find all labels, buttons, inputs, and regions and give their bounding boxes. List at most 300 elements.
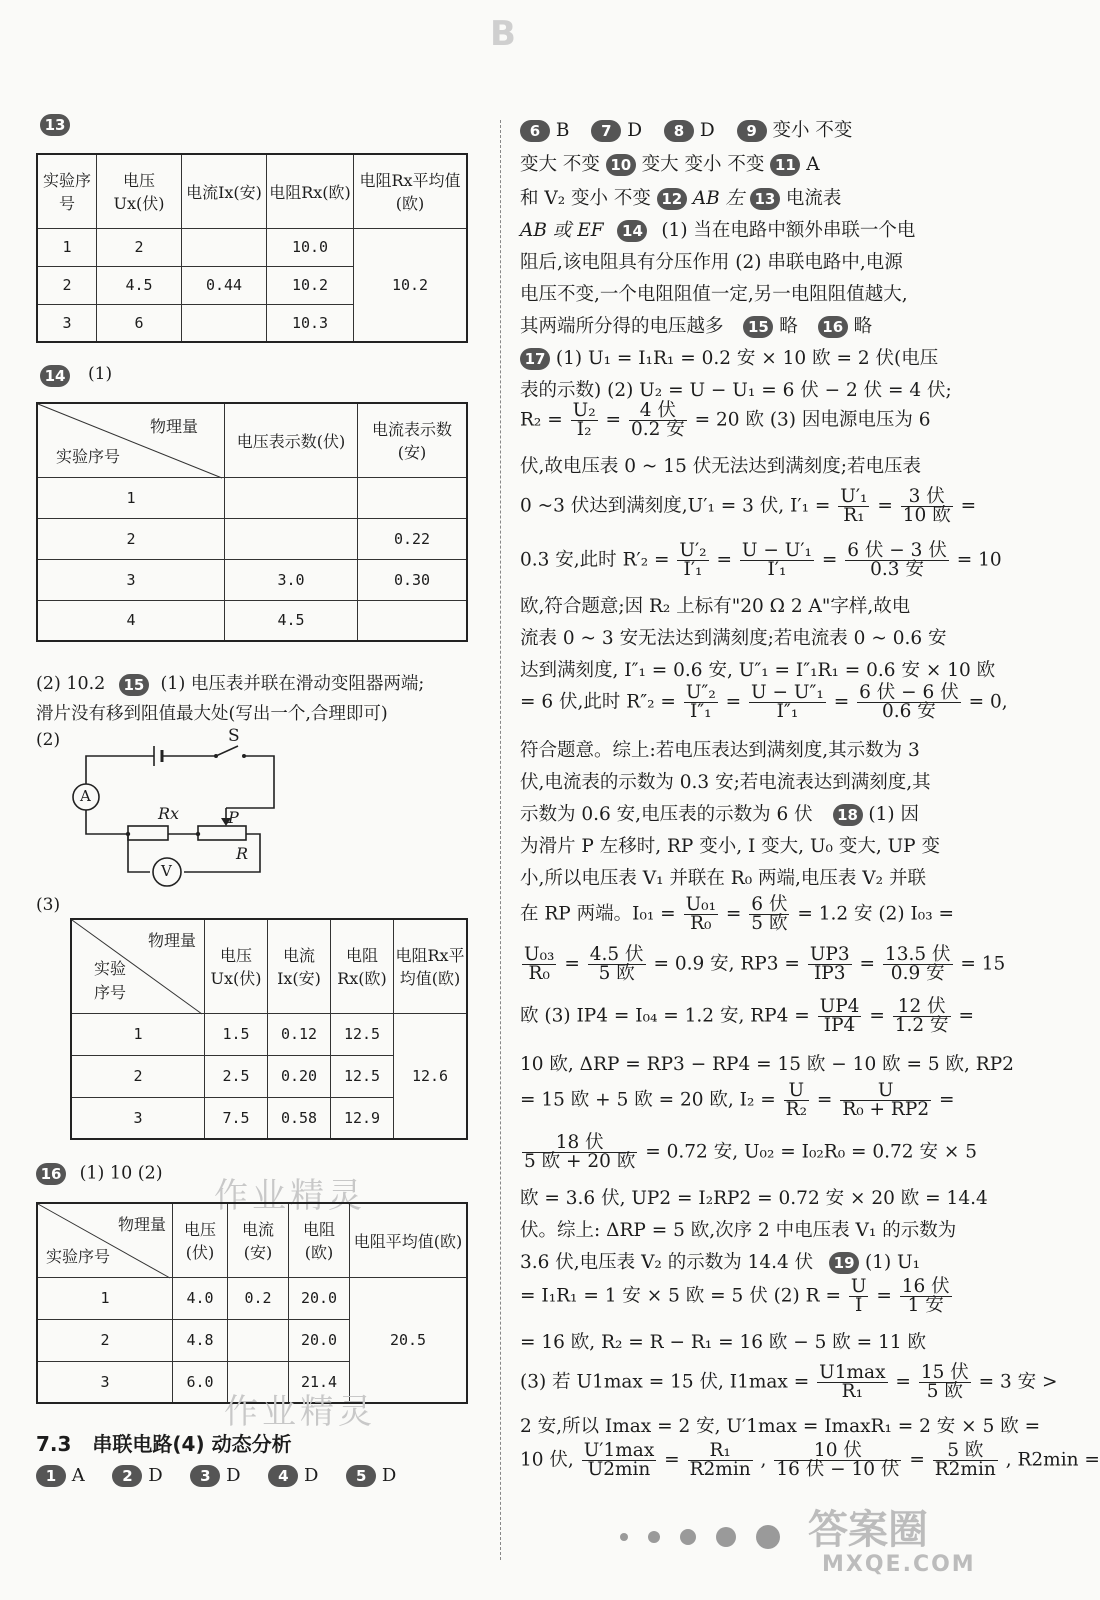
text: = — [605, 409, 622, 431]
cell: 20.0 — [289, 1319, 350, 1361]
denominator: 16 伏 − 10 伏 — [776, 1459, 900, 1480]
circuit-diagram — [66, 726, 296, 890]
right-column — [520, 112, 1100, 1482]
right-line-30: 伏。综上: ΔRP = 5 欧,次序 2 中电压表 V₁ 的示数为 — [520, 1220, 957, 1241]
text: = — [564, 953, 580, 975]
q13-avg-cell: 10.2 — [354, 228, 468, 342]
q14-table — [36, 402, 468, 642]
answer-number: 5 — [346, 1465, 376, 1487]
q13-header-avg: 电阻Rx平均值(欧) — [354, 154, 468, 228]
cell: 0.20 — [268, 1055, 331, 1097]
numerator: 6 伏 − 6 伏 — [859, 682, 959, 703]
cell: 0.22 — [358, 518, 468, 559]
answer-number: 18 — [833, 804, 863, 826]
text: 3.6 伏,电压表 V₂ 的示数为 14.4 伏 — [520, 1252, 814, 1273]
answer-number: 1 — [36, 1465, 66, 1487]
answer-number: 11 — [770, 154, 800, 176]
right-line-5: 阻后,该电阻具有分压作用 (2) 串联电路中,电源 — [520, 252, 903, 273]
cell: 0.12 — [268, 1013, 331, 1055]
right-line-8 — [520, 344, 938, 370]
denominator: 1 安 — [907, 1295, 944, 1316]
answer-number: 6 — [520, 120, 550, 142]
q16-diag-header — [37, 1203, 173, 1277]
denominator: 5 欧 — [751, 913, 788, 934]
text: , — [760, 1449, 767, 1471]
right-line-13 — [520, 542, 1002, 579]
answer-value: D — [381, 1465, 397, 1486]
answer-number: 9 — [737, 120, 767, 142]
answers-1-5 — [36, 1465, 396, 1487]
text: = — [664, 1449, 680, 1471]
slider-p-label: P — [228, 808, 239, 827]
question-number-16: 16 — [36, 1163, 66, 1185]
denominator: 10 欧 — [902, 505, 951, 526]
cell: 2 — [97, 228, 182, 266]
text: = 6 伏,此时 R″₂ = — [520, 691, 676, 713]
q16-line — [36, 1163, 163, 1185]
table-row — [71, 1013, 467, 1055]
text: AB 左 — [692, 188, 745, 209]
denominator: R2min — [689, 1459, 751, 1480]
cell: 12.9 — [331, 1097, 394, 1139]
q15-header-voltage: 电压Ux(伏) — [205, 919, 268, 1013]
q15-header-avg: 电阻Rx平均值(欧) — [394, 919, 468, 1013]
fraction — [740, 542, 814, 579]
fraction — [808, 946, 852, 983]
fraction — [784, 1082, 809, 1119]
cell: 20.0 — [289, 1277, 350, 1319]
right-line-17 — [520, 684, 1008, 721]
text: = — [869, 1005, 885, 1027]
right-line-20 — [520, 800, 919, 826]
fraction — [849, 1278, 869, 1315]
fraction — [774, 1442, 901, 1479]
q15-line2: 滑片没有移到阻值最大处(写出一个,合理即可) — [36, 704, 388, 724]
cell: 3 — [37, 559, 225, 600]
circuit-wires — [66, 726, 296, 890]
section-code: 7.3 — [36, 1432, 72, 1456]
text: R₂ = — [520, 409, 563, 431]
diag-top-label: 物理量 — [149, 417, 198, 436]
text: = — [958, 1005, 974, 1027]
q16-header-avg: 电阻平均值(欧) — [350, 1203, 468, 1277]
numerator: 6 伏 — [751, 894, 788, 915]
numerator: UP4 — [819, 996, 860, 1017]
text: AB 或 EF — [520, 220, 604, 241]
text: = 10 — [956, 549, 1002, 571]
watermark-1: 作业精灵 — [214, 1176, 366, 1216]
q16-avg-cell: 20.5 — [350, 1277, 468, 1403]
numerator: U₂ — [572, 400, 596, 421]
ammeter-label: A — [80, 787, 91, 805]
text: 在 RP 两端。I₀₁ = — [520, 903, 676, 925]
text: = — [821, 549, 838, 571]
q15-avg-cell: 12.6 — [394, 1013, 468, 1139]
right-line-19: 伏,电流表的示数为 0.3 安;若电流表达到满刻度,其 — [520, 772, 931, 793]
question-number-15: 15 — [119, 674, 149, 696]
cell: 0.58 — [268, 1097, 331, 1139]
table-row — [37, 559, 467, 600]
numerator: U₀₁ — [685, 894, 716, 915]
answer-number: 16 — [818, 316, 848, 338]
text: , R2min = — [1005, 1449, 1100, 1471]
q15-diag-header — [71, 919, 205, 1013]
text: = 3 安 > — [978, 1371, 1058, 1393]
right-line-15: 流表 0 ~ 3 安无法达到满刻度;若电流表 0 ~ 0.6 安 — [520, 628, 947, 649]
q14-header-current: 电流表示数(安) — [358, 403, 468, 477]
text: = — [833, 691, 850, 713]
cell: 2 — [37, 1319, 173, 1361]
header-mark: B — [490, 14, 516, 54]
denominator: I′₁ — [767, 559, 787, 580]
footer-logo: 答案圈 — [808, 1507, 928, 1553]
cell: 4.5 — [225, 600, 358, 641]
text: A — [806, 154, 820, 175]
fraction — [588, 946, 646, 983]
fraction — [571, 402, 598, 439]
right-line-27 — [520, 1082, 955, 1119]
table-row — [37, 228, 467, 266]
right-line-7 — [520, 312, 872, 338]
numerator: U″₂ — [685, 682, 716, 703]
fraction — [901, 488, 953, 525]
watermark-2: 作业精灵 — [224, 1392, 376, 1432]
q13-header-current: 电流Ix(安) — [182, 154, 267, 228]
cell — [182, 228, 267, 266]
text: = — [877, 495, 893, 517]
text: 欧 (3) IP4 = I₀₄ = 1.2 安, RP4 = — [520, 1005, 810, 1027]
numerator: U1max — [819, 1362, 886, 1383]
right-line-32 — [520, 1278, 954, 1315]
numerator: 5 欧 — [933, 1442, 998, 1461]
q14-header-voltage: 电压表示数(伏) — [225, 403, 358, 477]
fraction — [817, 1364, 887, 1401]
q13-table — [36, 153, 468, 343]
fraction — [749, 896, 789, 933]
denominator: 5 欧 + 20 欧 — [524, 1151, 636, 1172]
cell: 1.5 — [205, 1013, 268, 1055]
diag-top-label: 物理量 — [117, 1215, 166, 1234]
q16-text: (1) 10 (2) — [79, 1163, 163, 1184]
text: 示数为 0.6 安,电压表的示数为 6 伏 — [520, 804, 813, 825]
numerator: 15 伏 — [920, 1362, 969, 1383]
text: 和 V₂ 变小 不变 — [520, 188, 651, 209]
denominator: R2min — [934, 1459, 996, 1480]
numerator: U₀₃ — [524, 944, 555, 965]
denominator: R₀ — [528, 963, 550, 984]
text: 其两端所分得的电压越多 — [520, 316, 724, 337]
text: = 20 欧 (3) 因电源电压为 6 — [694, 409, 931, 431]
numerator: U′1max — [583, 1440, 655, 1461]
numerator: U − U′₁ — [741, 540, 812, 561]
answer-value: D — [627, 120, 643, 141]
q15-part2: (2) — [36, 730, 61, 750]
text: (1) 因 — [868, 804, 919, 825]
q15-part3: (3) — [36, 895, 61, 915]
numerator: UP3 — [809, 944, 850, 965]
fraction — [684, 684, 718, 721]
numerator: 10 伏 — [774, 1442, 901, 1461]
right-line-9: 表的示数) (2) U₂ = U − U₁ = 6 伏 − 2 伏 = 4 伏; — [520, 380, 952, 401]
text: 10 伏, — [520, 1449, 574, 1471]
diag-top-label: 物理量 — [147, 931, 196, 950]
cell: 6.0 — [173, 1361, 228, 1403]
cell — [358, 600, 468, 641]
cell: 10.2 — [267, 266, 354, 304]
text: 略 — [853, 316, 873, 337]
dot — [716, 1527, 736, 1547]
cell: 0.2 — [228, 1277, 289, 1319]
answer-number: 7 — [591, 120, 621, 142]
text: = 15 欧 + 5 欧 = 20 欧, I₂ = — [520, 1089, 776, 1111]
cell: 7.5 — [205, 1097, 268, 1139]
denominator: I₂ — [576, 419, 592, 440]
q13-header-idx: 实验序号 — [37, 154, 97, 228]
denominator: 1.2 安 — [894, 1015, 949, 1036]
footer-site: MXQE.COM — [822, 1552, 976, 1577]
fraction — [688, 1442, 753, 1479]
text: = — [895, 1371, 911, 1393]
fraction — [677, 542, 708, 579]
right-line-35: 2 安,所以 Imax = 2 安, U′1max = ImaxR₁ = 2 安 × 5 欧 = — [520, 1416, 1041, 1437]
right-line-28 — [520, 1134, 977, 1171]
cell: 1 — [37, 228, 97, 266]
answer-value: B — [555, 120, 570, 141]
q13-header-voltage: 电压Ux(伏) — [97, 154, 182, 228]
cell: 2 — [37, 266, 97, 304]
cell: 1 — [37, 1277, 173, 1319]
right-line-24 — [520, 946, 1005, 983]
text: = 0.9 安, RP3 = — [653, 953, 800, 975]
cell: 4 — [37, 600, 225, 641]
right-line-3 — [520, 184, 841, 210]
text: = — [725, 691, 742, 713]
numerator: 6 伏 − 3 伏 — [847, 540, 947, 561]
text: (1) U₁ = I₁R₁ = 0.2 安 × 10 欧 = 2 伏(电压 — [555, 348, 939, 369]
cell: 6 — [97, 304, 182, 342]
right-line-36 — [520, 1442, 1100, 1479]
text: = 1.2 安 (2) I₀₃ = — [797, 903, 955, 925]
numerator: U − U″₁ — [751, 682, 824, 703]
cell — [358, 477, 468, 518]
q15-line1: (1) 电压表并联在滑动变阻器两端; — [160, 674, 425, 694]
denominator: 0.3 安 — [870, 559, 924, 580]
fraction — [900, 1278, 952, 1315]
footer-dots — [620, 1525, 800, 1549]
diag-bottom-label: 实验序号 — [93, 958, 126, 1002]
numerator: U′₂ — [679, 540, 707, 561]
cell — [225, 477, 358, 518]
right-line-21: 为滑片 P 左移时, RP 变小, I 变大, U₀ 变大, UP 变 — [520, 836, 941, 857]
numerator: 3 伏 — [901, 488, 953, 507]
right-line-23 — [520, 896, 954, 933]
answer-number: 13 — [750, 188, 780, 210]
text: = — [938, 1089, 955, 1111]
question-number-14: 14 — [40, 365, 70, 387]
cell: 1 — [71, 1013, 205, 1055]
text: 电流表 — [785, 188, 842, 209]
numerator: U — [850, 1276, 867, 1297]
fraction — [684, 896, 718, 933]
right-line-22: 小,所以电压表 V₁ 并联在 R₀ 两端,电压表 V₂ 并联 — [520, 868, 926, 889]
q13-header-resistance: 电阻Rx(欧) — [267, 154, 354, 228]
numerator: R₁ — [688, 1442, 753, 1461]
text: = — [876, 1285, 892, 1307]
right-line-11: 伏,故电压表 0 ~ 15 伏无法达到满刻度;若电压表 — [520, 456, 921, 477]
q15-header-current: 电流Ix(安) — [268, 919, 331, 1013]
right-line-6: 电压不变,一个电阻阻值一定,另一电阻阻值越大, — [520, 284, 908, 305]
cell — [228, 1319, 289, 1361]
dot — [648, 1531, 660, 1543]
text: = 0, — [968, 691, 1008, 713]
fraction — [629, 402, 687, 439]
right-line-16: 达到满刻度, I″₁ = 0.6 安, U″₁ = I″₁R₁ = 0.6 安 × 10 欧 — [520, 660, 996, 681]
switch-label: S — [228, 726, 240, 746]
text: = — [725, 903, 742, 925]
fraction — [838, 488, 869, 525]
text: = 15 — [960, 953, 1006, 975]
fraction — [919, 1364, 971, 1401]
numerator: 12 伏 — [893, 998, 951, 1017]
text: = — [816, 1089, 833, 1111]
answer-number: 2 — [112, 1465, 142, 1487]
fraction — [893, 998, 951, 1035]
right-line-18: 符合题意。综上:若电压表达到满刻度,其示数为 3 — [520, 740, 920, 761]
table-row — [37, 600, 467, 641]
answer-number: 3 — [190, 1465, 220, 1487]
cell: 2 — [37, 518, 225, 559]
cell: 2 — [71, 1055, 205, 1097]
cell: 0.30 — [358, 559, 468, 600]
q14-part1: (1) — [88, 364, 113, 384]
numerator: 16 伏 — [901, 1276, 950, 1297]
denominator: I″₁ — [689, 701, 712, 722]
text: (1) 当在电路中额外串联一个电 — [661, 220, 916, 241]
cell: 3 — [37, 304, 97, 342]
text: = 0.72 安, U₀₂ = I₀₂R₀ = 0.72 安 × 5 — [645, 1141, 977, 1163]
fraction — [933, 1442, 998, 1479]
cell: 10.0 — [267, 228, 354, 266]
denominator: 0.6 安 — [882, 701, 936, 722]
right-line-26: 10 欧, ΔRP = RP3 − RP4 = 15 欧 − 10 欧 = 5 欧, RP2 — [520, 1054, 1014, 1075]
numerator: U′₁ — [840, 486, 868, 507]
table-row — [37, 518, 467, 559]
q15-header-resistance: 电阻Rx(欧) — [331, 919, 394, 1013]
text: 变大 不变 — [520, 154, 600, 175]
q15-table — [70, 918, 468, 1140]
right-line-29: 欧 = 3.6 伏, UP2 = I₂RP2 = 0.72 安 × 20 欧 = 14.4 — [520, 1188, 988, 1209]
text: = — [859, 953, 876, 975]
fraction — [883, 946, 953, 983]
text: = I₁R₁ = 1 安 × 5 欧 = 5 伏 (2) R = — [520, 1285, 841, 1307]
right-line-10 — [520, 402, 931, 439]
q16-header-voltage: 电压(伏) — [173, 1203, 228, 1277]
answer-number: 10 — [606, 154, 636, 176]
text: 0.3 安,此时 R′₂ = — [520, 549, 670, 571]
text: 略 — [779, 316, 798, 337]
numerator: 13.5 伏 — [884, 944, 951, 965]
diag-bottom-label: 实验序号 — [56, 446, 121, 466]
answer-number: 4 — [268, 1465, 298, 1487]
text: (3) 若 U1max = 15 伏, I1max = — [520, 1371, 810, 1393]
answer-value: D — [148, 1465, 163, 1486]
denominator: 0.2 安 — [630, 419, 685, 440]
denominator: R₀ — [690, 913, 712, 934]
question-number-13: 13 — [40, 114, 70, 136]
denominator: U2min — [587, 1459, 651, 1480]
table-row — [37, 477, 467, 518]
cell: 4.5 — [97, 266, 182, 304]
denominator: IP4 — [823, 1015, 856, 1036]
table-row — [37, 1277, 467, 1319]
cell — [225, 518, 358, 559]
denominator: R₁ — [843, 505, 865, 526]
cell: 10.3 — [267, 304, 354, 342]
right-line-34 — [520, 1364, 1058, 1401]
dot — [756, 1525, 780, 1549]
denominator: I — [855, 1295, 863, 1316]
fraction — [522, 1134, 637, 1171]
cell: 12.5 — [331, 1055, 394, 1097]
denominator: I′₁ — [683, 559, 703, 580]
numerator: U — [784, 1082, 809, 1101]
q14-q15-line — [36, 670, 424, 696]
denominator: 5 欧 — [926, 1381, 963, 1402]
q14-diag-header — [37, 403, 225, 477]
denominator: 0.9 安 — [890, 963, 945, 984]
answer-number: 12 — [657, 188, 687, 210]
diag-bottom-label: 实验序号 — [46, 1246, 111, 1266]
text: (1) U₁ — [864, 1252, 921, 1273]
denominator: R₀ + RP2 — [842, 1099, 930, 1120]
right-line-33: = 16 欧, R₂ = R − R₁ = 16 欧 − 5 欧 = 11 欧 — [520, 1332, 926, 1353]
q16-table — [36, 1202, 468, 1404]
right-line-1 — [520, 116, 852, 142]
right-line-31 — [520, 1248, 920, 1274]
cell: 21.4 — [289, 1361, 350, 1403]
fraction — [840, 1082, 931, 1119]
cell: 3 — [71, 1097, 205, 1139]
answer-number: 17 — [520, 348, 550, 370]
right-line-14: 欧,符合题意;因 R₂ 上标有"20 Ω 2 A"字样,故电 — [520, 596, 911, 617]
fraction — [749, 684, 826, 721]
text: = — [909, 1449, 925, 1471]
text: = — [960, 495, 977, 517]
denominator: R₁ — [841, 1381, 863, 1402]
fraction — [845, 542, 949, 579]
right-line-4 — [520, 216, 915, 242]
rheostat-label: R — [236, 844, 249, 863]
rx-label: Rx — [158, 804, 180, 823]
fraction — [582, 1442, 657, 1479]
q16-header-resistance: 电阻(欧) — [289, 1203, 350, 1277]
text: 0 ~3 伏达到满刻度,U′₁ = 3 伏, I′₁ = — [520, 495, 831, 517]
right-line-12 — [520, 488, 976, 525]
answer-number: 19 — [829, 1252, 859, 1274]
numerator: 18 伏 — [522, 1134, 637, 1153]
answer-number: 8 — [664, 120, 694, 142]
denominator: 5 欧 — [598, 963, 635, 984]
fraction — [857, 684, 961, 721]
right-line-2 — [520, 150, 820, 176]
answer-value: A — [71, 1465, 85, 1486]
cell: 3 — [37, 1361, 173, 1403]
fraction — [522, 946, 556, 983]
numerator: 4 伏 — [629, 402, 687, 421]
answer-number: 14 — [617, 220, 647, 242]
right-line-25 — [520, 998, 974, 1035]
cell: 12.5 — [331, 1013, 394, 1055]
